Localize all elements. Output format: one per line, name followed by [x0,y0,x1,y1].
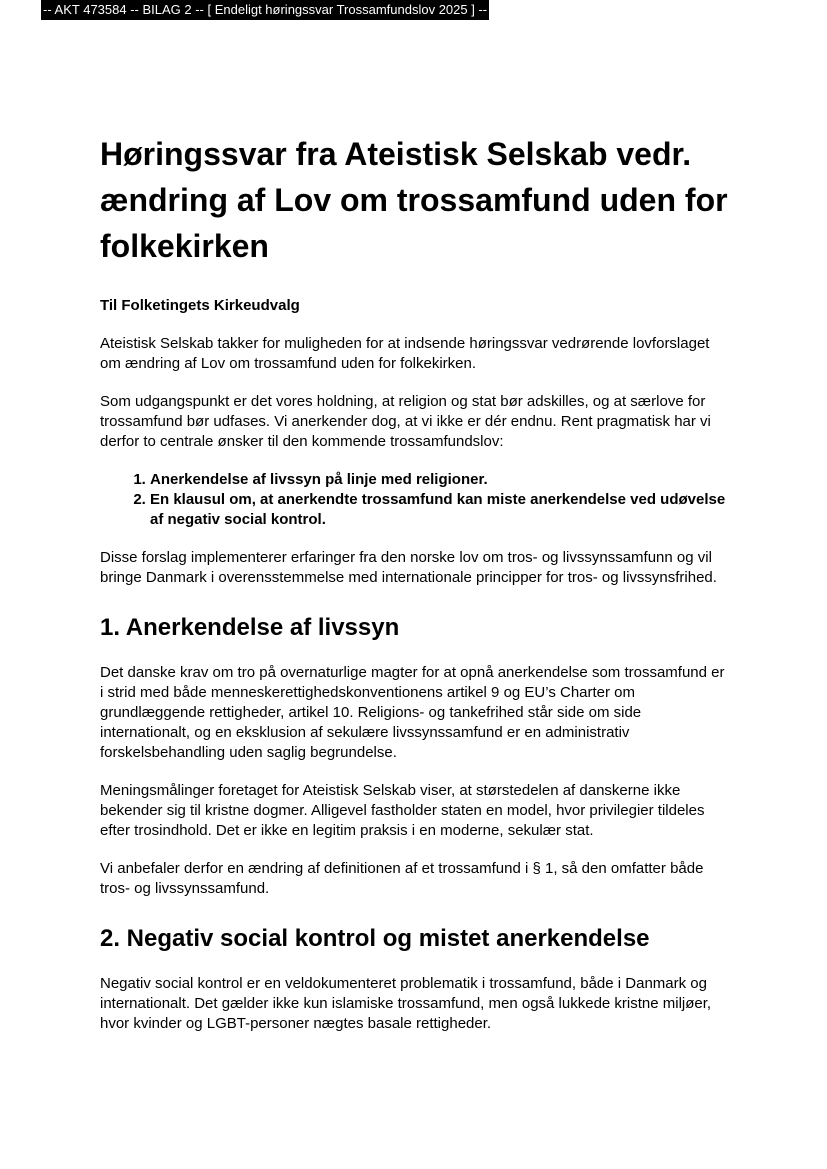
wishes-list [100,470,730,530]
section-1-paragraph-1: Det danske krav om tro på overnaturlige magter for at opnå anerkendelse som trossamfund er i strid med både menneskerettighedskonventionens artikel 9 og EU’s Charter om grundlæggende rettigheder, artikel 10. Religions- og tankefrihed står side om side internationalt, og en eksklusion af sekulære livssynssamfund er en administrativ forskelsbehandling uden saglig begrundelse. [100,664,725,761]
intro-closing: Disse forslag implementerer erfaringer fra den norske lov om tros- og livssynssamfunn og vil bringe Danmark i overensstemmelse med internationale principper for tros- og livssynsfrihed. [100,549,717,586]
wish-item-2: 2. En klausul om, at anerkendte trossamfund kan miste anerkendelse ved udøvelse af negativ social kontrol. [150,490,730,530]
section-1-paragraph-3: Vi anbefaler derfor en ændring af definitionen af et trossamfund i § 1, så den omfatter både tros- og livssynssamfund. [100,860,704,897]
section-2-heading: 2. Negativ social kontrol og mistet anerkendelse [100,925,650,952]
section-1-paragraph-2: Meningsmålinger foretaget for Ateistisk Selskab viser, at størstedelen af danskerne ikke bekender sig til kristne dogmer. Alligevel fastholder staten en model, hvor privilegier tildeles efter trosindhold. Det er ikke en legitim praksis i en moderne, sekulær stat. [100,782,705,839]
document-title: Høringssvar fra Ateistisk Selskab vedr. ændring af Lov om trossamfund uden for folkekirken [100,136,728,264]
document-stamp: -- AKT 473584 -- BILAG 2 -- [ Endeligt høringssvar Trossamfundslov 2025 ] -- [41,0,489,20]
section-2-paragraph-1: Negativ social kontrol er en veldokumenteret problematik i trossamfund, både i Danmark og internationalt. Det gælder ikke kun islamiske trossamfund, men også lukkede kristne miljøer, hvor kvinder og LGBT-personer nægtes basale rettigheder. [100,975,712,1032]
section-1-heading: 1. Anerkendelse af livssyn [100,614,400,641]
document-body [100,131,730,1052]
wish-item-1: 1. Anerkendelse af livssyn på linje med religioner. [150,470,730,490]
recipient: Til Folketingets Kirkeudvalg [100,297,300,314]
intro-paragraph-1: Ateistisk Selskab takker for muligheden for at indsende høringssvar vedrørende lovforslaget om ændring af Lov om trossamfund uden for folkekirken. [100,335,710,372]
intro-paragraph-2: Som udgangspunkt er det vores holdning, at religion og stat bør adskilles, og at særlove for trossamfund bør udfases. Vi anerkender dog, at vi ikke er dér endnu. Rent pragmatisk har vi derfor to centrale ønsker til den kommende trossamfundslov: [100,393,711,450]
